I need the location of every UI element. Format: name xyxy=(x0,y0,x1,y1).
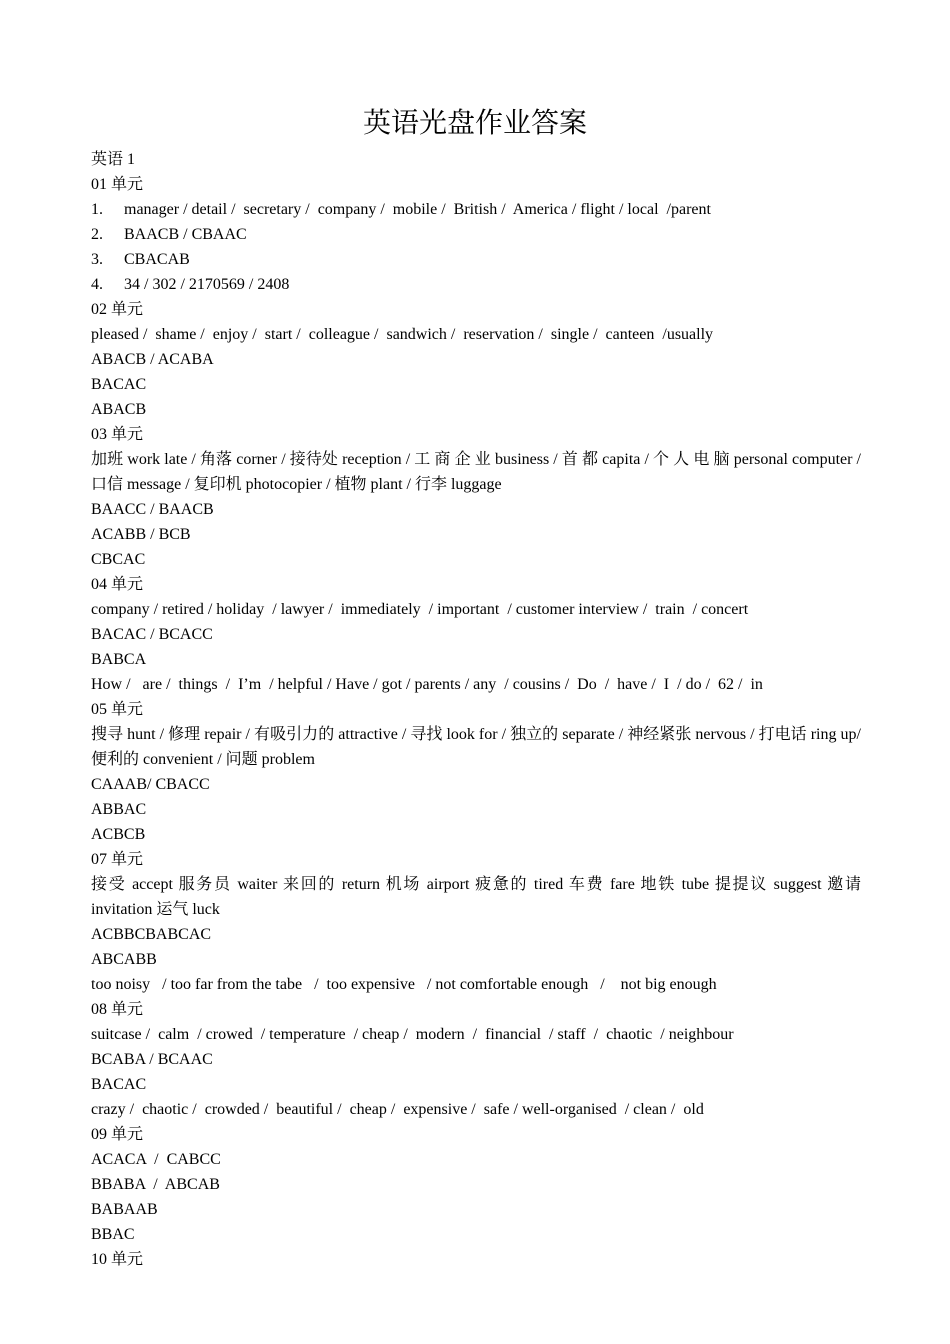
numbered-answer xyxy=(91,272,861,297)
answer-line: too noisy / too far from the tabe / too expensive / not comfortable enough / not big enough xyxy=(91,976,717,993)
item-number: 3. xyxy=(91,251,103,268)
answer-line: ACACA / CABCC xyxy=(91,1151,221,1168)
answer-line: pleased / shame / enjoy / start / colleague / sandwich / reservation / single / canteen /usually xyxy=(91,326,714,343)
item-number: 1. xyxy=(91,201,103,218)
answer-line: CAAAB/ CBACC xyxy=(91,776,210,793)
document-body xyxy=(91,147,861,1272)
item-number: 4. xyxy=(91,276,103,293)
answer-line: BCABA / BCAAC xyxy=(91,1051,213,1068)
answer-line: suitcase / calm / crowed / temperature / cheap / modern / financial / staff / chaotic / neighbour xyxy=(91,1026,734,1043)
unit-heading: 07 单元 xyxy=(91,851,144,868)
answer-line: ACBCB xyxy=(91,826,146,843)
answer-line: BBAC xyxy=(91,1226,135,1243)
answer-line: ACBBCBABCAC xyxy=(91,926,212,943)
unit-heading: 10 单元 xyxy=(91,1251,144,1268)
numbered-answer xyxy=(91,247,861,272)
answer-line: BACAC / BCACC xyxy=(91,626,213,643)
answer-line: BACAC xyxy=(91,376,147,393)
answer-line: 加班 work late / 角落 corner / 接待处 reception / 工 商 企 业 business / 首 都 capita / 个 人 电 脑 personal computer / 口信 message / 复印机 photocopier / 植物 plant / 行李 luggage xyxy=(91,451,861,493)
answer-line: 搜寻 hunt / 修理 repair / 有吸引力的 attractive / 寻找 look for / 独立的 separate / 神经紧张 nervous / 打电话 ring up/ 便利的 convenient / 问题 problem xyxy=(91,726,861,768)
numbered-answer xyxy=(91,197,861,222)
answer-text: BAACB / CBAAC xyxy=(124,226,247,243)
unit-heading: 01 单元 xyxy=(91,176,144,193)
unit-heading: 02 单元 xyxy=(91,301,144,318)
numbered-answer xyxy=(91,222,861,247)
answer-text: manager / detail / secretary / company / mobile / British / America / flight / local /parent xyxy=(124,201,711,218)
answer-line: ABACB xyxy=(91,401,147,418)
answer-line: ABBAC xyxy=(91,801,147,818)
unit-heading: 03 单元 xyxy=(91,426,144,443)
answer-line: BAACC / BAACB xyxy=(91,501,214,518)
unit-heading: 05 单元 xyxy=(91,701,144,718)
item-number: 2. xyxy=(91,226,103,243)
answer-line: company / retired / holiday / lawyer / immediately / important / customer interview / train / concert xyxy=(91,601,749,618)
page-title: 英语光盘作业答案 xyxy=(362,106,587,139)
answer-text: 34 / 302 / 2170569 / 2408 xyxy=(124,276,290,293)
answer-line: BABCA xyxy=(91,651,147,668)
answer-line: BABAAB xyxy=(91,1201,158,1218)
book-heading: 英语 1 xyxy=(91,151,136,168)
answer-line: BBABA / ABCAB xyxy=(91,1176,220,1193)
answer-line: ABCABB xyxy=(91,951,157,968)
unit-heading: 09 单元 xyxy=(91,1126,144,1143)
answer-line: ABACB / ACABA xyxy=(91,351,214,368)
answer-line: BACAC xyxy=(91,1076,147,1093)
answer-line: ACABB / BCB xyxy=(91,526,191,543)
answer-line: 接受 accept 服务员 waiter 来回的 return 机场 airport 疲惫的 tired 车费 fare 地铁 tube 提提议 suggest 邀请 invitation 运气 luck xyxy=(91,876,861,918)
answer-line: crazy / chaotic / crowded / beautiful / cheap / expensive / safe / well-organised / clean / old xyxy=(91,1101,704,1118)
answer-line: CBCAC xyxy=(91,551,146,568)
unit-heading: 08 单元 xyxy=(91,1001,144,1018)
answer-text: CBACAB xyxy=(124,251,190,268)
answer-line: How / are / things / I’m / helpful / Have / got / parents / any / cousins / Do / have / I / do / 62 / in xyxy=(91,676,763,693)
unit-heading: 04 单元 xyxy=(91,576,144,593)
